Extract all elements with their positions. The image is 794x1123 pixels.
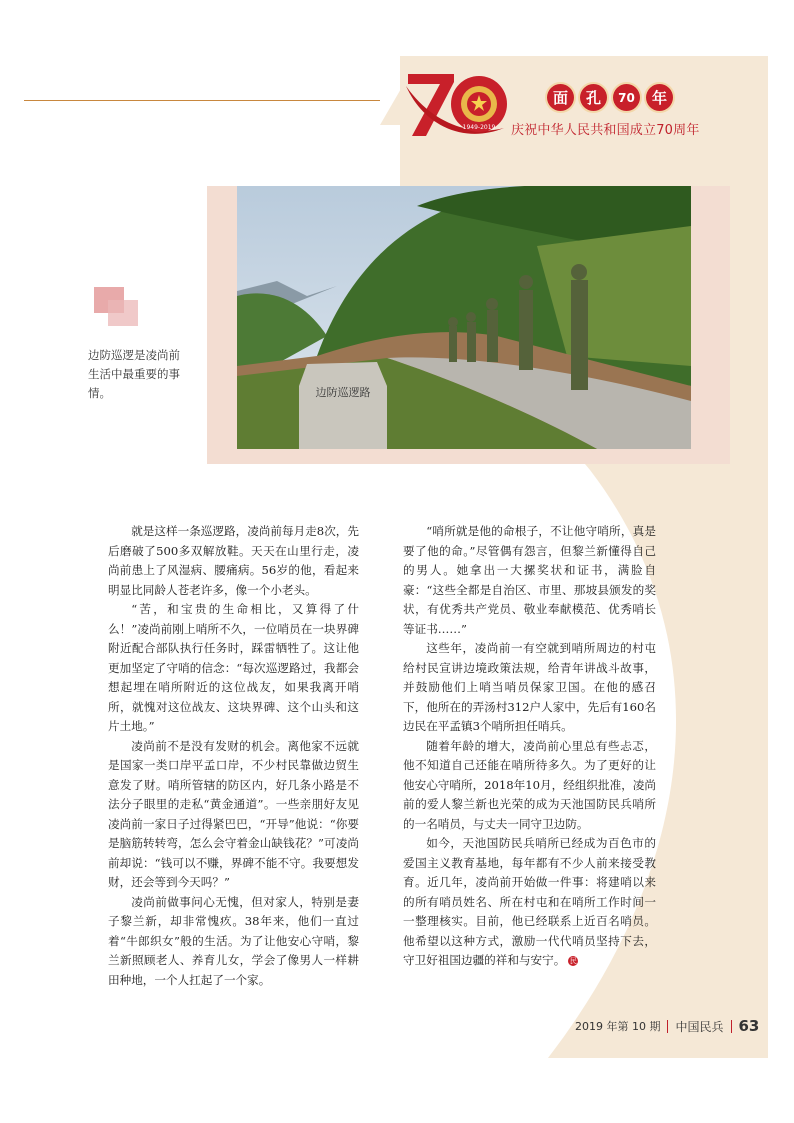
paragraph: 凌尚前不是没有发财的机会。离他家不远就是国家一类口岸平孟口岸，不少村民靠做边贸生意发了财。哨所管辖的防区内，好几条小路是不法分子眼里的走私“黄金通道”。一些亲朋好友见凌尚前一家日子过得紧巴巴，“开导”他说：“你要是脑筋转转弯，怎么会守着金山缺钱花？”可凌尚前却说：“钱可以不赚，界碑不能不守。我要想发财，还会等到今天吗？” [108,738,359,889]
paragraph: 随着年龄的增大，凌尚前心里总有些忐忑，他不知道自己还能在哨所待多久。为了更好的让他安心守哨所，2018年10月，经组织批准，凌尚前的爱人黎兰新也光荣的成为天池国防民兵哨所的一名哨员，与丈夫一同守卫边防。 [403,738,656,831]
patrol-photo [237,186,691,449]
photo-caption: 边防巡逻是凌尚前生活中最重要的事情。 [88,348,180,400]
footer-divider [667,1020,668,1033]
page-number: 63 [738,1017,760,1035]
paragraph: 就是这样一条巡逻路，凌尚前每月走8次，先后磨破了500多双解放鞋。天天在山里行走，凌尚前患上了风湿病、腰痛病。56岁的他，看起来明显比同龄人苍老许多，像一个小老头。 [108,524,359,597]
series-char: 70 [613,84,640,111]
logo-years: 1949-2019 [462,124,496,131]
paragraph-text: 如今，天池国防民兵哨所已经成为百色市的爱国主义教育基地，每年都有不少人前来接受教育。近几年，凌尚前开始做一件事：将建哨以来的所有哨员姓名、所在村屯和在哨所工作时间一一整理核实。目前，他已经联系上近百名哨员。他希望以这种方式，激励一代代哨员坚持下去，守卫好祖国边疆的祥和与安宁。 [403,836,656,967]
paragraph: 这些年，凌尚前一有空就到哨所周边的村屯给村民宣讲边境政策法规，给青年讲战斗故事，并鼓励他们上哨当哨员保家卫国。在他的感召下，他所在的弄汤村312户人家中，先后有160名边民在平孟镇3个哨所担任哨兵。 [403,641,656,733]
left-column [108,522,359,990]
decorative-square [108,300,138,326]
end-mark-icon: 民 [569,957,577,965]
header-rule [24,100,380,101]
paragraph: “苦，和宝贵的生命相比，又算得了什么！”凌尚前刚上哨所不久，一位哨员在一块界碑附近配合部队执行任务时，踩雷牺牲了。这让他更加坚定了守哨的信念：“每次巡逻路过，我都会想起埋在哨所附近的这位战友，如果我离开哨所，就愧对这位战友、这块界碑、这个山头和这片土地。” [108,602,359,733]
magazine-name: 中国民兵 [675,1019,724,1034]
series-char: 面 [547,84,574,111]
series-char: 年 [646,84,673,111]
anniversary-subtitle: 庆祝中华人民共和国成立70周年 [511,123,700,138]
paragraph: “哨所就是他的命根子，不让他守哨所，真是要了他的命。”尽管偶有怨言，但黎兰新懂得自己的男人。她拿出一大摞奖状和证书，满脸自豪：“这些全都是自治区、市里、那坡县颁发的奖状，有优秀共产党员、敬业奉献模范、优秀哨长等证书……” [403,524,656,636]
anniversary-70-logo [404,66,516,144]
footer-divider [731,1020,732,1033]
sign-text: 边防巡逻路 [315,386,371,399]
right-column [403,522,656,971]
paragraph: 凌尚前做事问心无愧，但对家人，特别是妻子黎兰新，却非常愧疚。38年来，他们一直过着“牛郎织女”般的生活。为了让他安心守哨，黎兰新照顾老人、养育儿女，学会了像男人一样耕田种地，一个人扛起了一个家。 [108,894,359,987]
paragraph-last [403,834,656,971]
series-char: 孔 [580,84,607,111]
issue-label: 2019 年第 10 期 [575,1020,661,1033]
series-title [547,84,673,111]
page-footer [575,1017,759,1035]
